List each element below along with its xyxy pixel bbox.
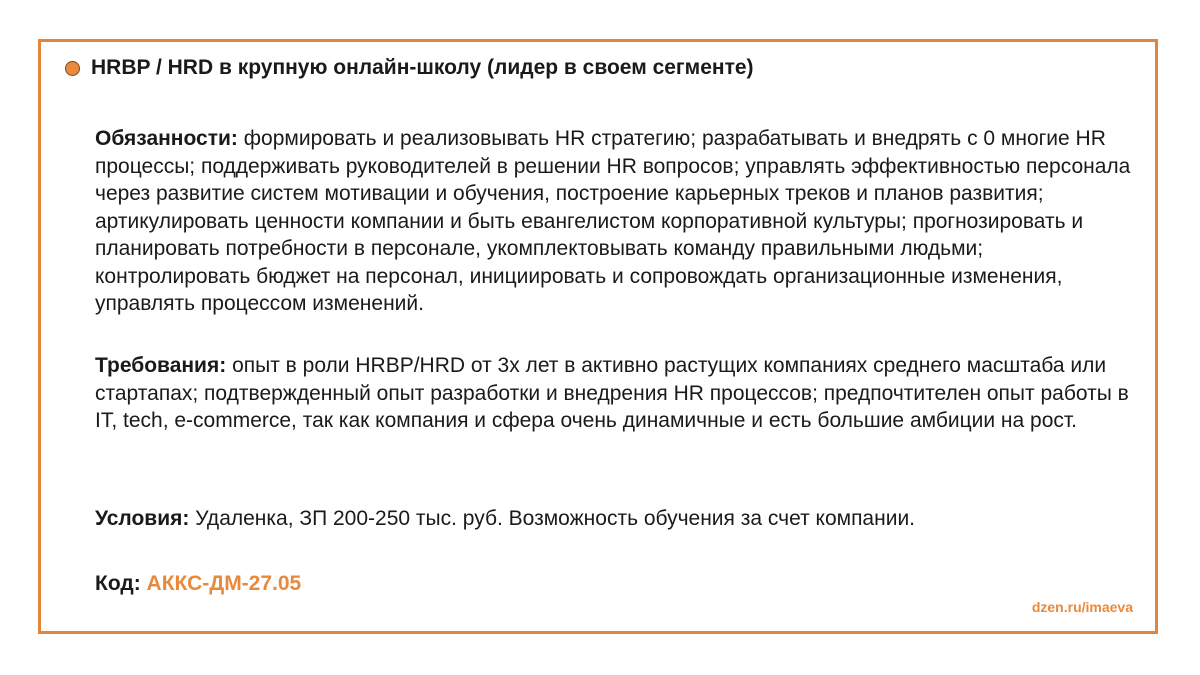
requirements-section <box>95 352 1135 435</box>
vacancy-header <box>65 56 754 80</box>
conditions-text: Удаленка, ЗП 200-250 тыс. руб. Возможность обучения за счет компании. <box>195 507 916 530</box>
conditions-label: Условия: <box>95 507 190 530</box>
code-label: Код: <box>95 572 141 595</box>
duties-label: Обязанности: <box>95 127 238 150</box>
source-link[interactable]: dzen.ru/imaeva <box>1031 599 1133 615</box>
vacancy-card <box>38 39 1158 634</box>
orange-circle-icon <box>65 61 80 76</box>
code-value: АККС-ДМ-27.05 <box>146 572 302 595</box>
duties-section <box>95 125 1135 318</box>
requirements-text: опыт в роли HRBP/HRD от 3х лет в активно растущих компаниях среднего масштаба или стартапах; подтвержденный опыт разработки и внедрения HR процессов; предпочтителен опыт работы в IT, tech, e-commerce, так как компания и сфера очень динамичные и есть большие амбиции на рост. <box>95 354 1129 432</box>
code-section <box>95 570 1135 598</box>
conditions-section <box>95 505 1135 533</box>
duties-text: формировать и реализовывать HR стратегию; разрабатывать и внедрять с 0 многие HR процессы; поддерживать руководителей в решении HR вопросов; управлять эффективностью персонала через развитие систем мотивации и обучения, построение карьерных треков и планов развития; артикулировать ценности компании и быть евангелистом корпоративной культуры; прогнозировать и планировать потребности в персонале, укомплектовывать команду правильными людьми; контролировать бюджет на персонал, инициировать и сопровождать организационные изменения, управлять процессом изменений. <box>95 127 1131 315</box>
requirements-label: Требования: <box>95 354 227 377</box>
vacancy-title: HRBP / HRD в крупную онлайн-школу (лидер в своем сегменте) <box>91 56 754 79</box>
